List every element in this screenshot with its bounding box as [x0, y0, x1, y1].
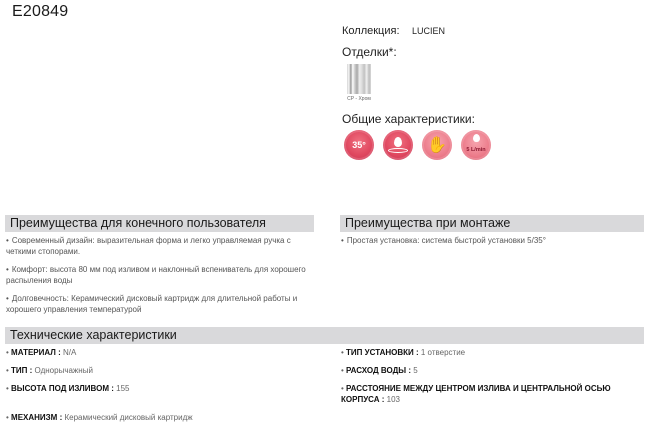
- spec-item: • РАСХОД ВОДЫ : 5: [341, 366, 418, 375]
- flow-rate-5-icon: [461, 130, 491, 160]
- list-item: • Долговечность: Керамический дисковый картридж для длительной работы и хорошего управления температурой: [6, 294, 298, 314]
- hand-glyph: ✋: [427, 137, 447, 154]
- spec-item: • ТИП УСТАНОВКИ : 1 отверстие: [341, 348, 466, 357]
- list-item: • Комфорт: высота 80 мм под изливом и наклонный вспениватель для хорошего распыления воды: [6, 265, 306, 285]
- drop-shape: [473, 134, 480, 142]
- finish-swatch-label: CP - Хром: [347, 96, 371, 102]
- installation-35-text: 35°: [352, 140, 366, 150]
- feature-icons: [344, 130, 642, 160]
- drop-shape: [394, 137, 402, 147]
- spec-item: • ВЫСОТА ПОД ИЗЛИВОМ : 155: [6, 384, 130, 393]
- chrome-swatch-image: [347, 64, 371, 94]
- product-info-panel: [342, 22, 642, 160]
- collection-label: Коллекция:: [342, 25, 400, 37]
- finishes-title: Отделки*:: [342, 45, 397, 59]
- list-item: • Простая установка: система быстрой установки 5/35°: [341, 236, 546, 245]
- collection-row: [342, 22, 642, 40]
- ring-shape: [388, 148, 408, 153]
- general-features-title: Общие характеристики:: [342, 112, 475, 126]
- user-benefits-list: [6, 235, 316, 322]
- water-drop-aerator-icon: [383, 130, 413, 160]
- product-sku: E20849: [12, 3, 69, 20]
- user-benefits-header: Преимущества для конечного пользователя: [5, 215, 314, 232]
- install-benefits-header: Преимущества при монтаже: [340, 215, 644, 232]
- tech-specs-right: [341, 347, 646, 412]
- spec-item: • МАТЕРИАЛ : N/A: [6, 348, 77, 357]
- tech-specs-header: Технические характеристики: [5, 327, 644, 344]
- tech-specs-left: [6, 347, 326, 427]
- installation-35-icon: [344, 130, 374, 160]
- collection-value: LUCIEN: [412, 26, 446, 36]
- finish-swatch-chrome[interactable]: [344, 64, 374, 102]
- easy-clean-hand-icon: [422, 130, 452, 160]
- spec-item: • ТИП : Однорычажный: [6, 366, 93, 375]
- spec-item: • РАССТОЯНИЕ МЕЖДУ ЦЕНТРОМ ИЗЛИВА И ЦЕНТРАЛЬНОЙ ОСЬЮ КОРПУСА : 103: [341, 384, 611, 404]
- list-item: • Современный дизайн: выразительная форма и легко управляемая ручка с четкими стопорами.: [6, 236, 291, 256]
- install-benefits-list: [341, 235, 646, 253]
- spec-item: • МЕХАНИЗМ : Керамический дисковый картридж: [6, 413, 193, 422]
- flow-rate-text: 5 L/min: [466, 146, 486, 153]
